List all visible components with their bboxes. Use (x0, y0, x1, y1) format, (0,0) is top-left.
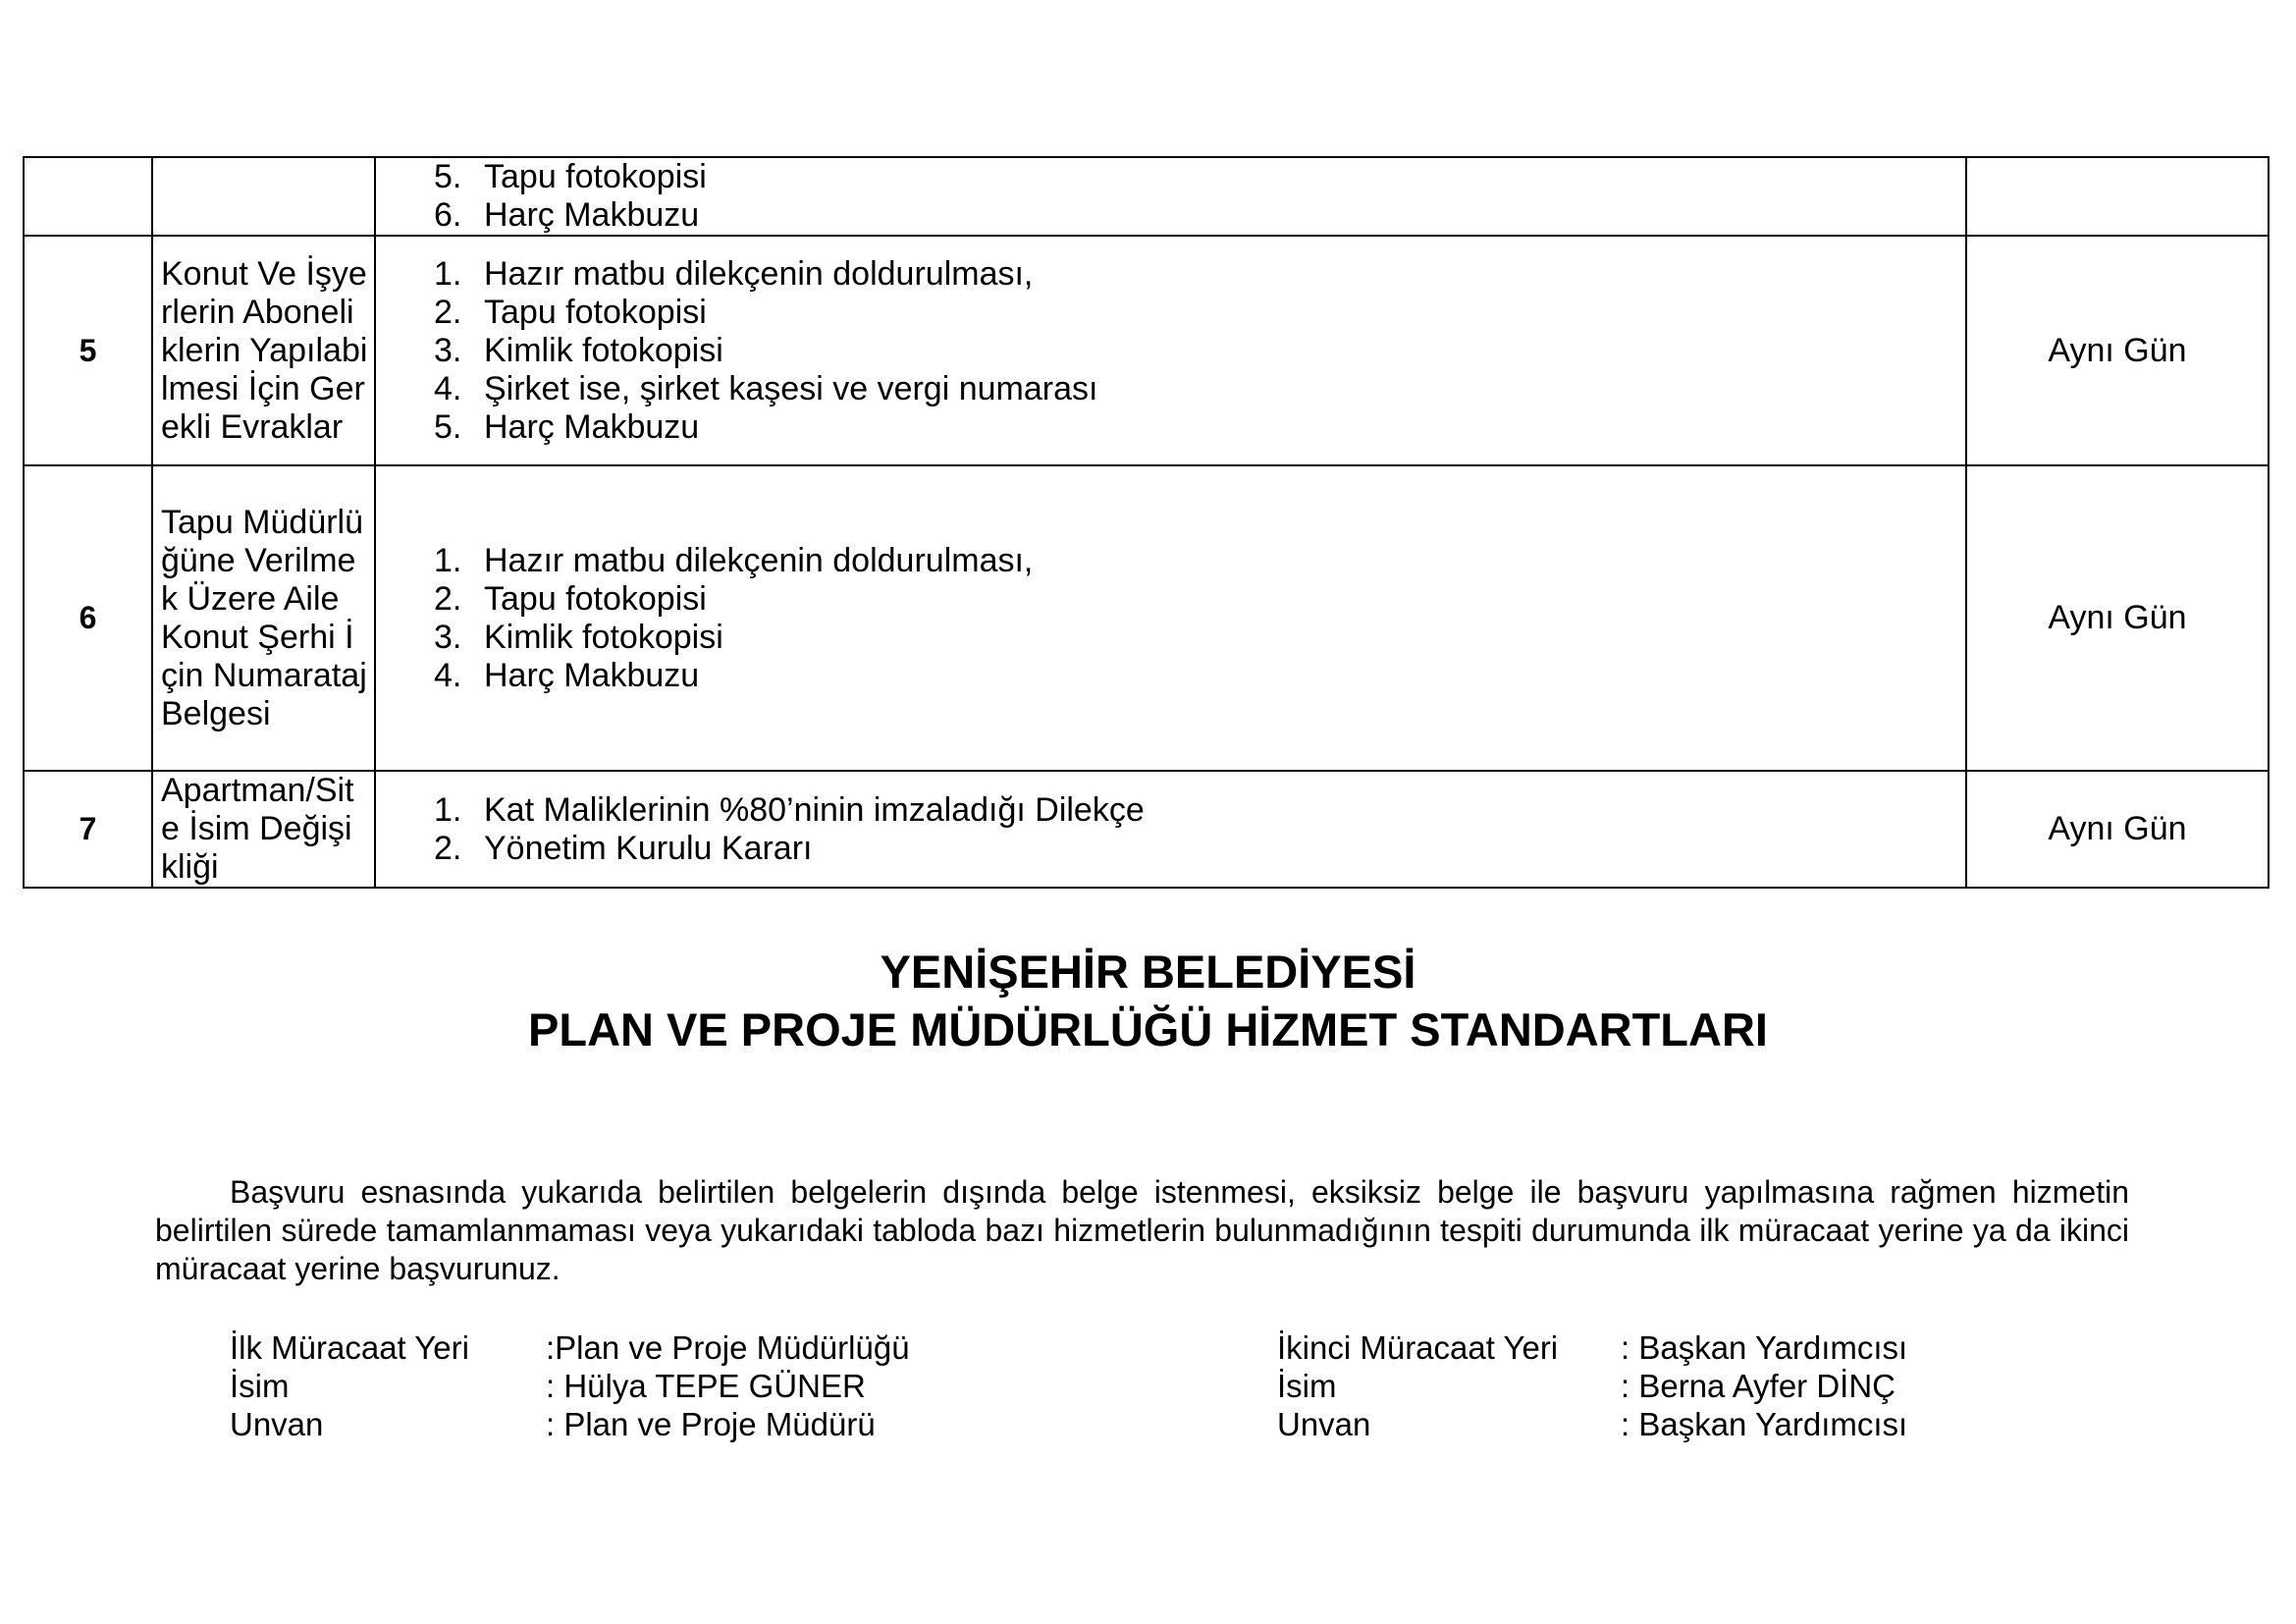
document-item (434, 657, 1965, 695)
document-number: 4. (434, 369, 462, 407)
document-number: 1. (434, 254, 462, 293)
contact-place-value: :Plan ve Proje Müdürlüğü (546, 1329, 910, 1366)
document-item (434, 370, 1965, 408)
document-item (434, 255, 1965, 294)
contact-name-label: İsim (1277, 1368, 1337, 1404)
document-list (376, 158, 1965, 235)
document-item (434, 580, 1965, 619)
document-number: 3. (434, 331, 462, 369)
second-application-contact (1277, 1328, 1907, 1443)
contact-name-row (1277, 1367, 1907, 1405)
document-item (434, 158, 1965, 196)
table-row (24, 236, 2269, 465)
document-number: 4. (434, 656, 462, 694)
document-text: Tapu fotokopisi (484, 579, 707, 618)
contact-name-label: İsim (230, 1368, 290, 1404)
document-list (376, 542, 1965, 695)
document-number: 1. (434, 541, 462, 579)
required-documents (375, 771, 1966, 888)
document-list (376, 791, 1965, 868)
document-item (434, 332, 1965, 370)
document-number: 3. (434, 618, 462, 656)
contact-title-row (1277, 1405, 1907, 1443)
document-item (434, 408, 1965, 447)
municipality-title: YENİŞEHİR BELEDİYESİ (880, 946, 1416, 998)
service-name: Tapu Müdürlüğüne Verilmek Üzere Aile Konut Şerhi İçin Numarataj Belgesi (152, 465, 375, 771)
contact-title-label: Unvan (230, 1406, 324, 1442)
table-row (24, 157, 2269, 236)
document-text: Kat Maliklerinin %80’ninin imzaladığı Dilekçe (484, 790, 1145, 829)
service-name (152, 157, 375, 236)
contact-place-row (1277, 1328, 1907, 1367)
contact-name-value: : Berna Ayfer DİNÇ (1621, 1368, 1896, 1404)
document-item (434, 830, 1965, 868)
contact-title-label: Unvan (1277, 1406, 1371, 1442)
application-notice: Başvuru esnasında yukarıda belirtilen belgelerin dışında belge istenmesi, eksiksiz belge ile başvuru yapılmasına rağmen hizmetin belirtilen sürede tamamlanmaması veya yukarıdaki tabloda bazı hizmetlerin bulunmadığının tespiti durumunda ilk müracaat yerine ya da ikinci müracaat yerine başvurunuz. (155, 1174, 2129, 1286)
document-number: 2. (434, 579, 462, 618)
contact-title-row (230, 1405, 910, 1443)
contact-name-row (230, 1367, 910, 1405)
document-text: Kimlik fotokopisi (484, 618, 723, 656)
document-item (434, 542, 1965, 580)
required-documents (375, 465, 1966, 771)
completion-time: Aynı Gün (1966, 236, 2269, 465)
contact-title-value: : Başkan Yardımcısı (1621, 1406, 1908, 1442)
document-number: 5. (434, 158, 462, 195)
row-number: 5 (24, 236, 152, 465)
completion-time (1966, 157, 2269, 236)
document-text: Tapu fotokopisi (484, 158, 707, 195)
first-application-contact (230, 1328, 910, 1443)
document-text: Tapu fotokopisi (484, 293, 707, 331)
contact-place-row (230, 1328, 910, 1367)
document-text: Harç Makbuzu (484, 656, 700, 694)
document-text: Harç Makbuzu (484, 407, 700, 446)
table-row (24, 771, 2269, 888)
document-text: Harç Makbuzu (484, 196, 700, 234)
contact-place-label: İlk Müracaat Yeri (230, 1329, 469, 1366)
contact-place-label: İkinci Müracaat Yeri (1277, 1329, 1559, 1366)
contact-name-value: : Hülya TEPE GÜNER (546, 1368, 866, 1404)
document-text: Yönetim Kurulu Kararı (484, 829, 813, 867)
table-row (24, 465, 2269, 771)
row-number (24, 157, 152, 236)
contact-title-value: : Plan ve Proje Müdürü (546, 1406, 876, 1442)
document-item (434, 619, 1965, 657)
document-item (434, 196, 1965, 235)
service-standards-table (23, 156, 2269, 889)
contact-place-value: : Başkan Yardımcısı (1621, 1329, 1908, 1366)
required-documents (375, 236, 1966, 465)
document-number: 5. (434, 407, 462, 446)
document-number: 2. (434, 829, 462, 867)
row-number: 7 (24, 771, 152, 888)
document-number: 2. (434, 293, 462, 331)
document-item (434, 791, 1965, 830)
document-text: Hazır matbu dilekçenin doldurulması, (484, 541, 1034, 579)
service-name: Konut Ve İşyerlerin Aboneliklerin Yapılabilmesi İçin Gerekli Evraklar (152, 236, 375, 465)
document-number: 6. (434, 196, 462, 234)
document-list (376, 255, 1965, 447)
completion-time: Aynı Gün (1966, 465, 2269, 771)
row-number: 6 (24, 465, 152, 771)
completion-time: Aynı Gün (1966, 771, 2269, 888)
document-text: Hazır matbu dilekçenin doldurulması, (484, 254, 1034, 293)
document-number: 1. (434, 790, 462, 829)
department-standards-title: PLAN VE PROJE MÜDÜRLÜĞÜ HİZMET STANDARTLARI (528, 1003, 1768, 1056)
service-name: Apartman/Site İsim Değişikliği (152, 771, 375, 888)
required-documents (375, 157, 1966, 236)
document-text: Kimlik fotokopisi (484, 331, 723, 369)
document-item (434, 294, 1965, 332)
document-text: Şirket ise, şirket kaşesi ve vergi numarası (484, 369, 1098, 407)
